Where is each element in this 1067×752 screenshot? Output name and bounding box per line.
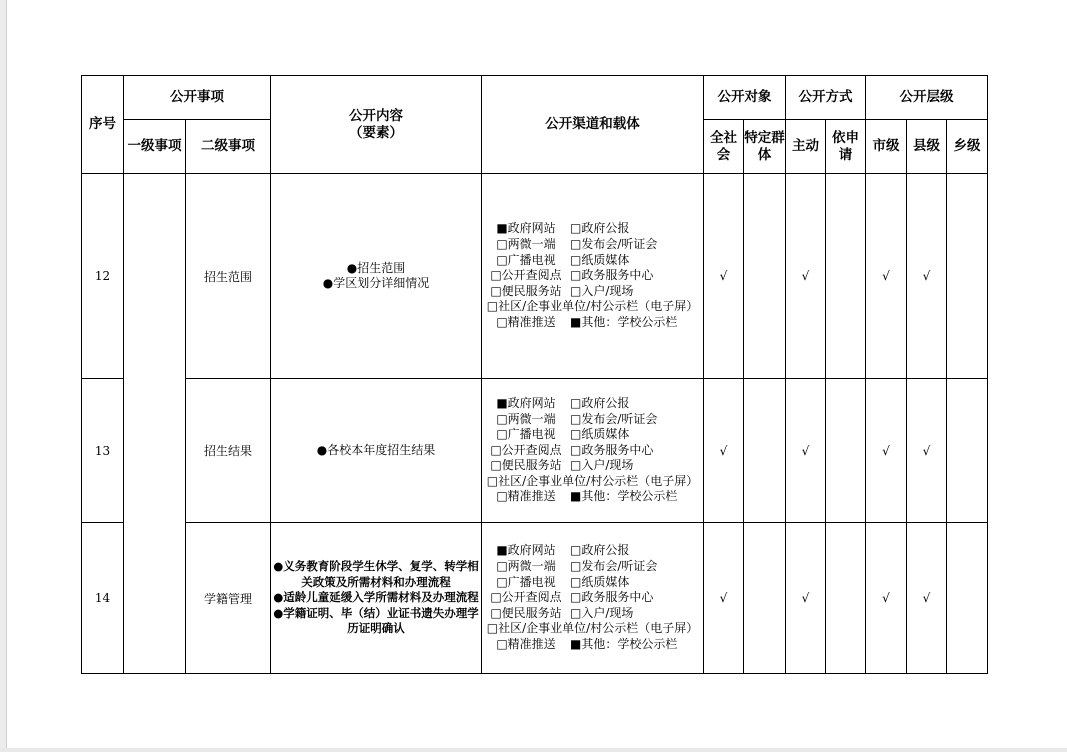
channel-option: □政务服务中心 bbox=[570, 442, 654, 457]
row-content bbox=[271, 523, 482, 674]
method-active-check: √ bbox=[786, 174, 826, 379]
header-content bbox=[271, 76, 482, 174]
disclosure-table bbox=[81, 75, 988, 674]
header-level2: 二级事项 bbox=[186, 120, 271, 174]
channel-option: □纸质媒体 bbox=[570, 574, 630, 589]
channel-option: □政府公报 bbox=[570, 543, 630, 558]
header-content-line1: 公开内容 bbox=[349, 107, 403, 124]
header-level1: 一级事项 bbox=[124, 120, 186, 174]
channel-option: □纸质媒体 bbox=[570, 252, 630, 267]
channel-option: □公开查阅点 bbox=[490, 590, 562, 605]
header-method: 公开方式 bbox=[786, 76, 866, 120]
row-level2: 招生范围 bbox=[186, 174, 271, 379]
tier-city-check: √ bbox=[866, 174, 907, 379]
channel-option: □精准推送 bbox=[496, 636, 556, 651]
header-seq: 序号 bbox=[82, 76, 124, 174]
header-audience-all: 全社会 bbox=[704, 120, 744, 174]
channel-option: □社区/企事业单位/村公示栏（电子屏） bbox=[486, 621, 699, 636]
channel-option: □发布会/听证会 bbox=[570, 559, 658, 574]
level1-cell bbox=[124, 174, 186, 523]
row-channels bbox=[482, 523, 704, 674]
channel-option: □社区/企事业单位/村公示栏（电子屏） bbox=[486, 473, 699, 488]
audience-specific-cell bbox=[744, 523, 786, 674]
channel-option: □精准推送 bbox=[496, 489, 556, 504]
audience-all-check: √ bbox=[704, 174, 744, 379]
header-row-1 bbox=[82, 76, 988, 120]
audience-specific-cell bbox=[744, 379, 786, 523]
header-content-line2: （要素） bbox=[349, 124, 403, 141]
row-channels bbox=[482, 379, 704, 523]
page-bottom-edge bbox=[0, 748, 1067, 752]
method-active-check: √ bbox=[786, 523, 826, 674]
channel-option: □广播电视 bbox=[496, 427, 556, 442]
table-row bbox=[82, 523, 988, 674]
audience-all-check: √ bbox=[704, 379, 744, 523]
channel-option: □入户/现场 bbox=[570, 605, 634, 620]
channel-option: ■政府网站 bbox=[496, 395, 556, 410]
channel-option: □两微一端 bbox=[496, 411, 556, 426]
level1-cell bbox=[124, 523, 186, 674]
channel-option: □政府公报 bbox=[570, 395, 630, 410]
row-level2: 招生结果 bbox=[186, 379, 271, 523]
channel-option: □政务服务中心 bbox=[570, 590, 654, 605]
tier-township-cell bbox=[947, 523, 988, 674]
channel-option: □政务服务中心 bbox=[570, 268, 654, 283]
tier-city-check: √ bbox=[866, 523, 907, 674]
channel-option: □纸质媒体 bbox=[570, 427, 630, 442]
channel-option: □发布会/听证会 bbox=[570, 411, 658, 426]
header-tier-county: 县级 bbox=[907, 120, 947, 174]
row-content bbox=[271, 379, 482, 523]
content-item: ●学区划分详细情况 bbox=[322, 276, 430, 290]
content-item: ●招生范围 bbox=[346, 261, 406, 275]
channel-option: □公开查阅点 bbox=[490, 268, 562, 283]
channel-option: ■其他：学校公示栏 bbox=[570, 636, 678, 651]
channel-option: □广播电视 bbox=[496, 574, 556, 589]
audience-specific-cell bbox=[744, 174, 786, 379]
tier-township-cell bbox=[947, 174, 988, 379]
content-item: ●义务教育阶段学生休学、复学、转学相关政策及所需材料和办理流程 bbox=[273, 559, 479, 589]
channel-option: □广播电视 bbox=[496, 252, 556, 267]
header-method-request: 依申请 bbox=[826, 120, 866, 174]
method-request-cell bbox=[826, 523, 866, 674]
method-request-cell bbox=[826, 174, 866, 379]
header-public-items: 公开事项 bbox=[124, 76, 271, 120]
header-audience: 公开对象 bbox=[704, 76, 786, 120]
channel-option: □政府公报 bbox=[570, 221, 630, 236]
channel-option: □便民服务站 bbox=[490, 283, 562, 298]
channel-option: □便民服务站 bbox=[490, 458, 562, 473]
channel-option: □便民服务站 bbox=[490, 605, 562, 620]
content-item: ●各校本年度招生结果 bbox=[316, 443, 436, 457]
content-item: ●学籍证明、毕（结）业证书遗失办理学历证明确认 bbox=[273, 605, 479, 636]
channel-option: ■其他：学校公示栏 bbox=[570, 314, 678, 329]
header-method-active: 主动 bbox=[786, 120, 826, 174]
channel-option: □两微一端 bbox=[496, 237, 556, 252]
content-item: ●适龄儿童延缓入学所需材料及办理流程 bbox=[273, 590, 479, 605]
channel-option: □精准推送 bbox=[496, 314, 556, 329]
channel-option: □公开查阅点 bbox=[490, 442, 562, 457]
channel-option: ■政府网站 bbox=[496, 221, 556, 236]
table-row bbox=[82, 379, 988, 523]
tier-city-check: √ bbox=[866, 379, 907, 523]
row-level2: 学籍管理 bbox=[186, 523, 271, 674]
channel-option: □入户/现场 bbox=[570, 458, 634, 473]
channel-option: ■其他：学校公示栏 bbox=[570, 489, 678, 504]
header-tier-city: 市级 bbox=[866, 120, 907, 174]
row-content bbox=[271, 174, 482, 379]
channel-option: □社区/企事业单位/村公示栏（电子屏） bbox=[486, 299, 699, 314]
channel-option: □两微一端 bbox=[496, 559, 556, 574]
header-channels: 公开渠道和载体 bbox=[482, 76, 704, 174]
page-left-edge bbox=[0, 0, 7, 752]
tier-county-check: √ bbox=[907, 379, 947, 523]
method-active-check: √ bbox=[786, 379, 826, 523]
row-seq: 14 bbox=[82, 523, 124, 674]
row-seq: 13 bbox=[82, 379, 124, 523]
tier-county-check: √ bbox=[907, 523, 947, 674]
tier-county-check: √ bbox=[907, 174, 947, 379]
header-audience-specific: 特定群体 bbox=[744, 120, 786, 174]
method-request-cell bbox=[826, 379, 866, 523]
header-tier: 公开层级 bbox=[866, 76, 988, 120]
table-row bbox=[82, 174, 988, 379]
header-tier-township: 乡级 bbox=[947, 120, 988, 174]
audience-all-check: √ bbox=[704, 523, 744, 674]
row-channels bbox=[482, 174, 704, 379]
channel-option: □入户/现场 bbox=[570, 283, 634, 298]
tier-township-cell bbox=[947, 379, 988, 523]
channel-option: ■政府网站 bbox=[496, 543, 556, 558]
channel-option: □发布会/听证会 bbox=[570, 237, 658, 252]
row-seq: 12 bbox=[82, 174, 124, 379]
